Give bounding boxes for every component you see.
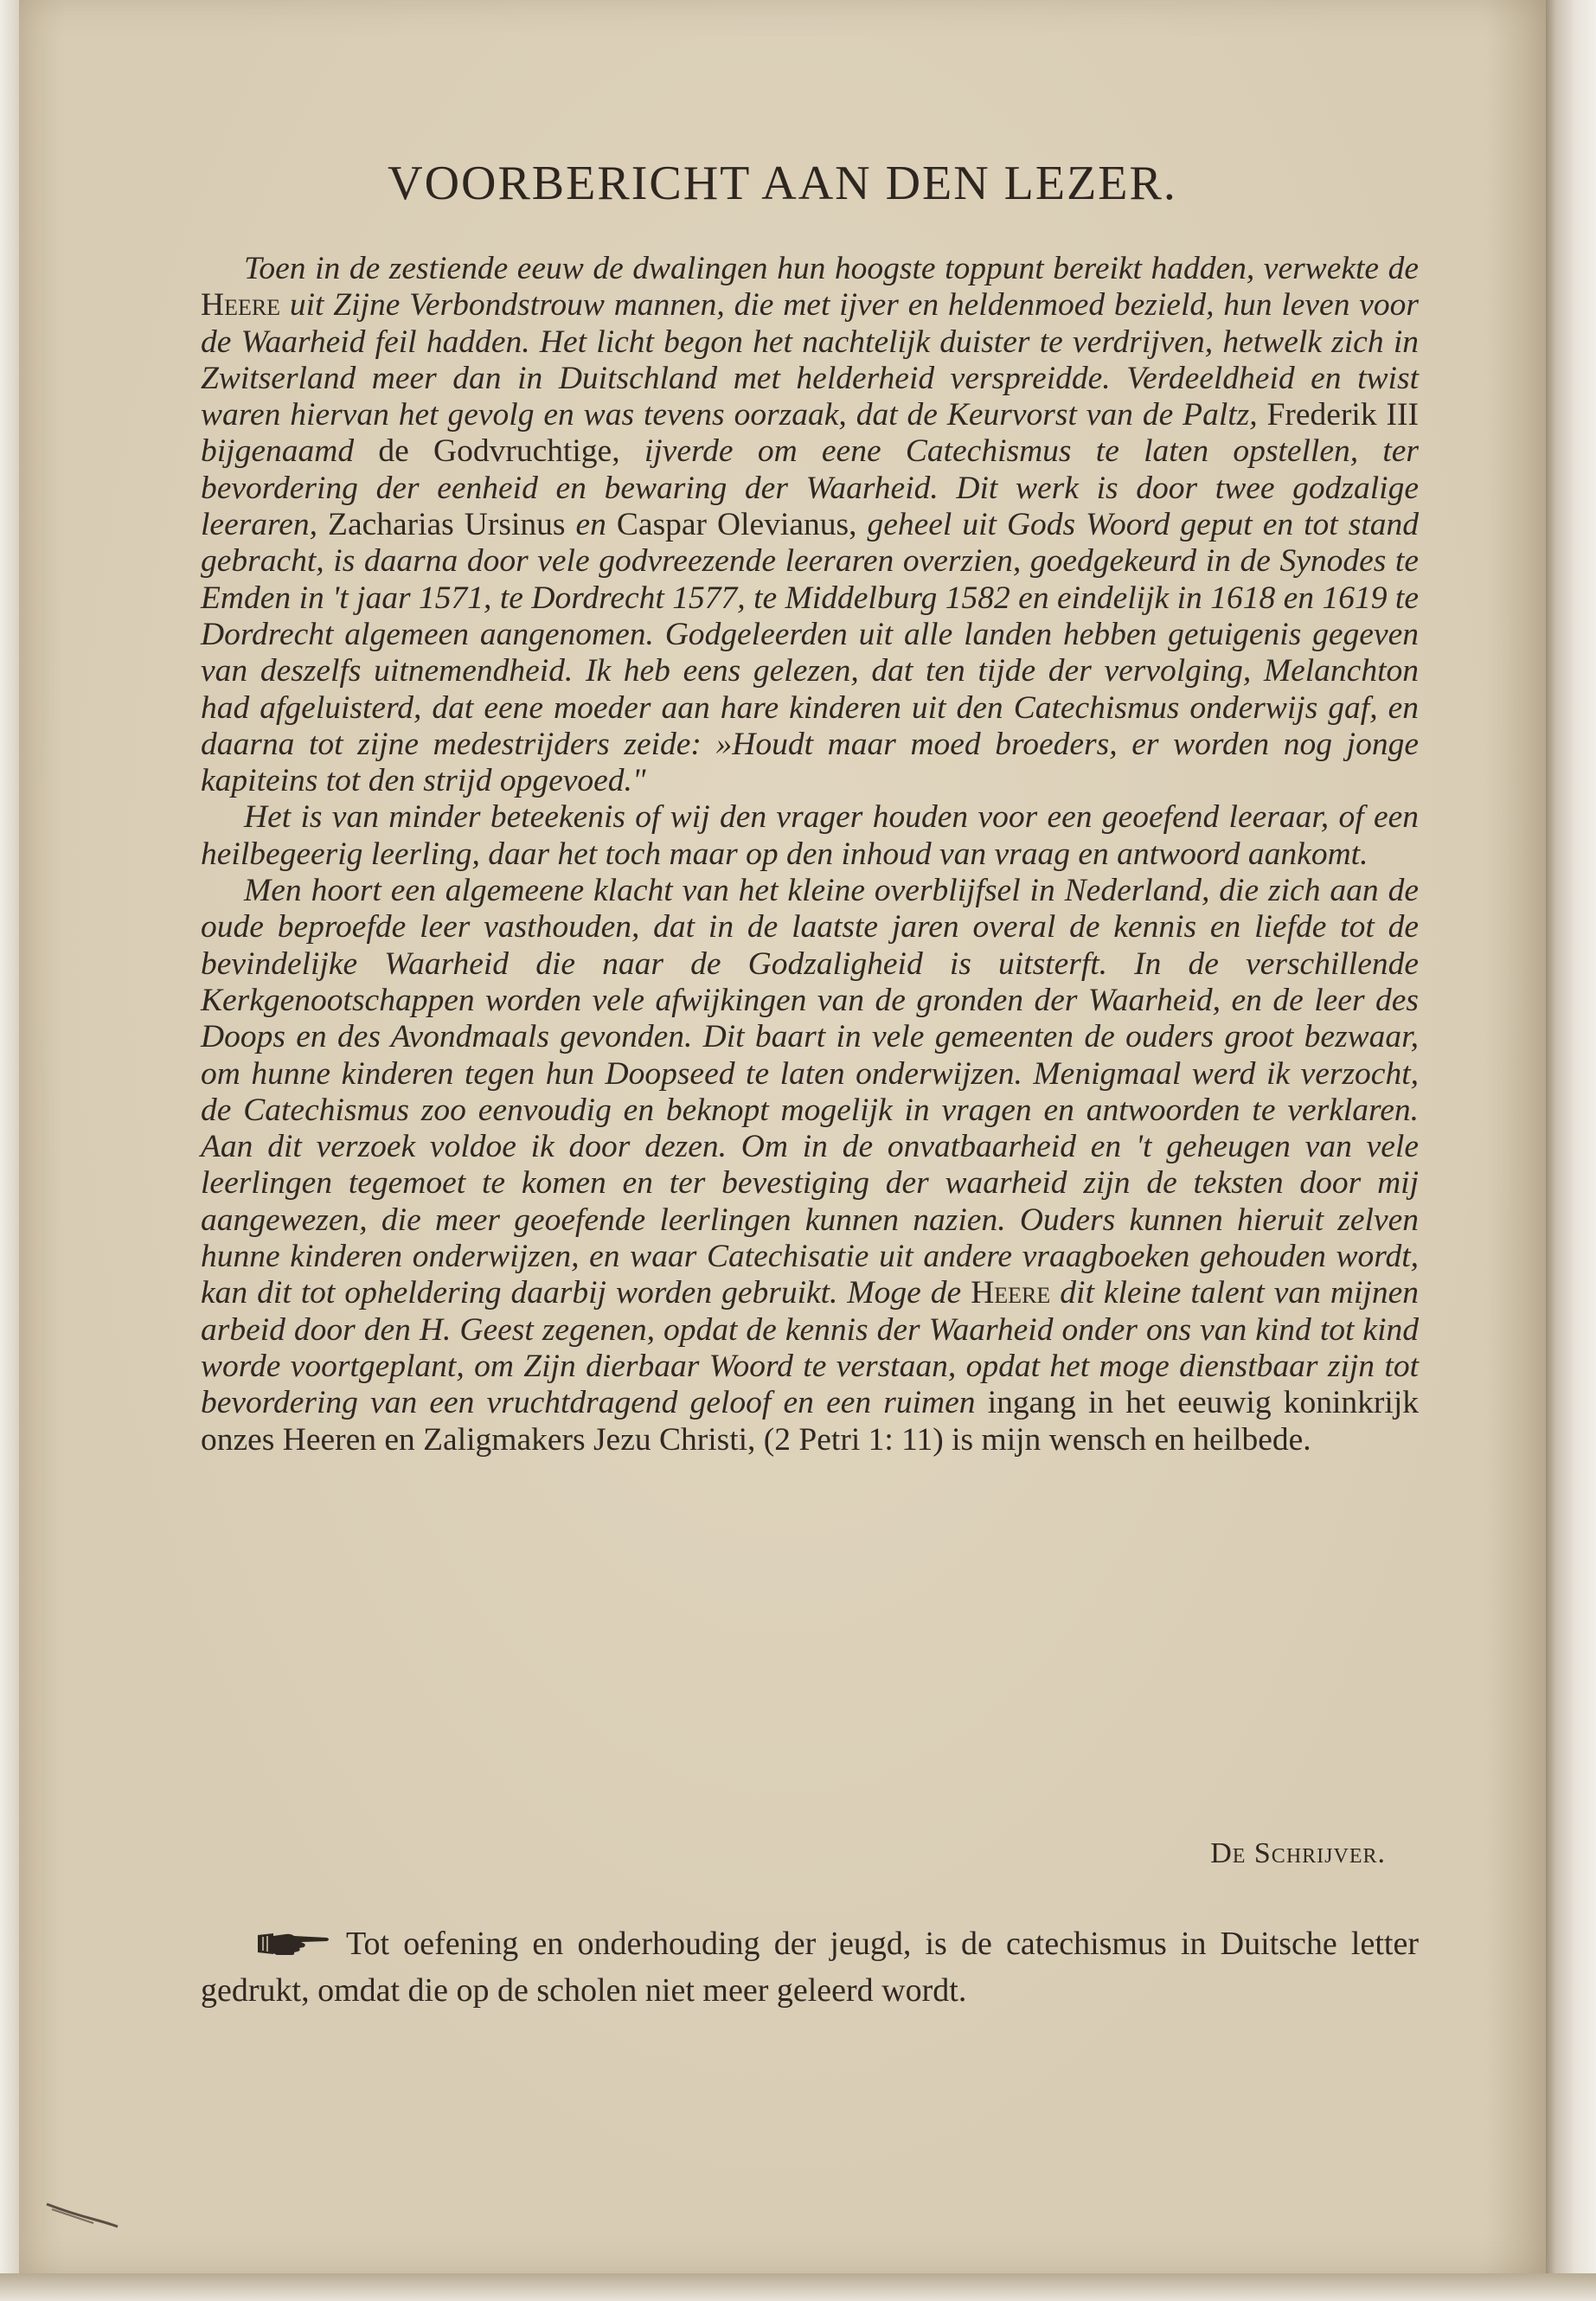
paragraph-history-text-1: Toen in de zestiende eeuw de dwalingen hun hoogste toppunt bereikt hadden, verwekte de	[244, 251, 1419, 286]
name-ursinus: Zacharias Ursinus	[328, 507, 566, 543]
paragraph-history-text-4: ijverde om eene Catechismus te laten opstellen, ter bevordering der eenheid en bewaring der Waarheid. Dit werk is door twee godzalige leeraren,	[201, 433, 1420, 543]
paragraph-history	[201, 251, 1419, 799]
paragraph-history-text-5: geheel uit Gods Woord geput en tot stand gebracht, is daarna door vele godvreezende leeraren overzien, goedgekeurd in de Synodes te Emden in 't jaar 1571, te Dordrecht 1577, te Middelburg 1582 en eindelijk in 1618 en 1619 te Dordrecht algemeen aangenomen. Godgeleerden uit alle landen hebben getuigenis gegeven van deszelfs uitnemendheid. Ik heb eens gelezen, dat ten tijde der vervolging, Melanchton had afgeluisterd, dat eene moeder aan hare kinderen uit den Catechismus onderwijs gaf, en daarna tot zijne medestrijders zeide: »Houdt maar moed broeders, er worden nog jonge kapiteins tot den strijd opgevoed."	[201, 507, 1420, 799]
author-signature: De Schrijver.	[1210, 1837, 1386, 1869]
paragraph-purpose	[201, 873, 1419, 1458]
corner-smudge-mark	[43, 2197, 121, 2232]
printing-note-text: Tot oefening en onderhouding der jeugd, is de catechismus in Duitsche letter gedrukt, omdat die op de scholen niet meer geleerd wordt.	[201, 1926, 1419, 2009]
name-olevianus: Caspar Olevianus,	[616, 507, 857, 543]
paragraph-questioner: Het is van minder beteekenis of wij den vrager houden voor een geoefend leeraar, of een heilbegeerig leerling, daar het toch maar op den inhoud van vraag en antwoord aankomt.	[201, 799, 1419, 872]
conjunction-en: en	[575, 507, 606, 543]
page-title: VOORBERICHT AAN DEN LEZER.	[388, 157, 1177, 210]
paragraph-history-text-3: bijgenaamd	[201, 433, 355, 470]
preface-body	[201, 251, 1419, 1458]
paragraph-purpose-text-2: dit kleine talent van mijnen arbeid door den H. Geest zegenen, opdat de kennis der Waarheid onder ons van kind tot kind worde voortgeplant, om Zijn dierbaar Woord te verstaan, opdat het moge dienstbaar zijn tot bevordering van een vruchtdragend geloof en een ruimen	[201, 1275, 1419, 1421]
scan-bottom-edge	[0, 2273, 1596, 2301]
book-page	[19, 0, 1546, 2273]
paragraph-purpose-text-3: ingang in het eeuwig koninkrijk onzes Heeren en Zaligmakers Jezu Christi, (2 Petri 1: 11) is mijn wensch en heilbede.	[201, 1385, 1420, 1458]
epithet-godvruchtige: de Godvruchtige,	[378, 433, 620, 470]
paragraph-purpose-text-1: Men hoort een algemeene klacht van het kleine overblijfsel in Nederland, die zich aan de oude beproefde leer vasthouden, dat in de laatste jaren overal de kennis en liefde tot de bevindelijke Waarheid die naar de Godzaligheid is uitsterft. In de verschillende Kerkgenootschappen worden vele afwijkingen van de gronden der Waarheid, en de leer des Doops en des Avondmaals gevonden. Dit baart in vele gemeenten de ouders groot bezwaar, om hunne kinderen tegen hun Doopseed te laten onderwijzen. Menigmaal werd ik verzocht, de Catechismus zoo eenvoudig en beknopt mogelijk in vragen en antwoorden te verklaren. Aan dit verzoek voldoe ik door dezen. Om in de onvatbaarheid en 't geheugen van vele leerlingen tegemoet te komen en ter bevestiging der waarheid zijn de teksten door mij aangewezen, die meer geoefende leerlingen kunnen nazien. Ouders kunnen hieruit zelven hunne kinderen onderwijzen, en waar Catechisatie uit andere vraagboeken gehouden wordt, kan dit tot opheldering daarbij worden gebruikt. Moge de	[201, 873, 1419, 1311]
paragraph-history-text-2: uit Zijne Verbondstrouw mannen, die met ijver en heldenmoed bezield, hun leven voor de Waarheid feil hadden. Het licht begon het nachtelijk duister te verdrijven, hetwelk zich in Zwitserland meer dan in Duitschland met helderheid verspreidde. Verdeeldheid en twist waren hiervan het gevolg en was tevens oorzaak, dat de Keurvorst van de Paltz,	[201, 287, 1419, 433]
heere-small-caps-2: Heere	[971, 1275, 1051, 1311]
scan-right-edge	[1546, 0, 1596, 2301]
pointing-hand-icon	[256, 1928, 330, 1958]
printing-note	[201, 1920, 1419, 2014]
name-frederik: Frederik III	[1266, 397, 1419, 433]
heere-small-caps: Heere	[201, 287, 281, 324]
scan-left-margin	[0, 0, 19, 2301]
